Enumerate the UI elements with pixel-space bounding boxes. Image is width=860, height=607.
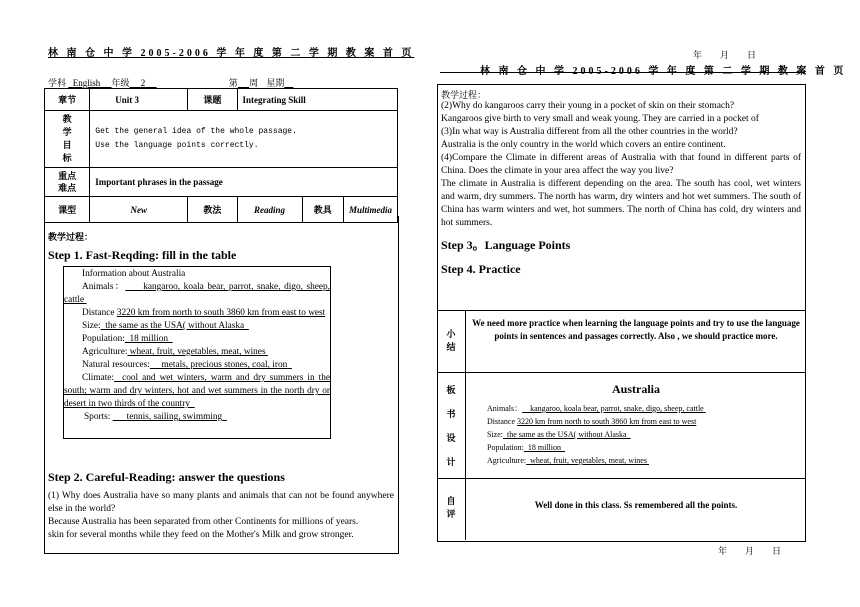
chapter-label: 章节 <box>45 89 90 111</box>
chapter-value: Unit 3 <box>90 89 188 111</box>
tools-value: Multimedia <box>343 197 397 223</box>
answer-3: Australia is the only country in the world which covers an entire continent. <box>441 140 726 150</box>
info-size: Size: the same as the USA( without Alaska <box>82 321 245 331</box>
right-title-rule <box>440 72 805 73</box>
tools-label: 教具 <box>302 197 343 223</box>
right-process-label: 教学过程： <box>441 90 487 100</box>
self-eval-label: 自评 <box>446 496 456 519</box>
board-label: 板书设计 <box>446 385 456 467</box>
info-population: Population: 18 million <box>82 334 169 344</box>
goals-value <box>90 111 398 168</box>
left-process-label: 教学过程： <box>48 232 94 242</box>
goal-1: Get the general idea of the whole passage. <box>95 127 297 136</box>
info-animals: Animals： kangaroo, koala bear, parrot, snake, digo, sheep, cattle <box>64 282 330 305</box>
goals-label: 教学目标 <box>45 111 90 168</box>
info-resources: Natural resources: metals, precious stones, coal, iron <box>82 360 288 370</box>
question-2: (2)Why do kangaroos carry their young in a pocket of skin on their stomach? <box>441 101 735 111</box>
answer-1: Because Australia has been separated from other Continents for millions of years. <box>48 517 359 527</box>
question-4: (4)Compare the Climate in different areas of Australia with that found in different parts of China. Does the climate in your area affect the way you live? <box>441 153 801 176</box>
divider-self <box>437 478 805 479</box>
key-label: 重点难点 <box>45 168 90 197</box>
right-page-title: 林 南 仓 中 学 2005-2006 学 年 度 第 二 学 期 教 案 首 页 <box>480 66 847 77</box>
info-climate: Climate: cool and wet winters, warm and dry summers in the south; warm and dry winters, hot and wet summers in the north dry or desert in two thirds of the country <box>64 373 331 409</box>
self-eval-value: Well done in this class. Ss remembered all the points. <box>534 500 738 510</box>
step4-heading: Step 4. Practice <box>441 262 521 276</box>
answer-2: Kangaroos give birth to very small and weak young. They are carried in a pocket of <box>441 114 759 124</box>
question-3: (3)In what way is Australia different from all the other countries in the world? <box>441 127 738 137</box>
step3-heading: Step 3。Language Points <box>441 238 571 252</box>
grade-label: 年级 <box>111 78 130 88</box>
board-title: Australia <box>612 382 660 396</box>
label-column-rule <box>465 310 466 540</box>
subject-value: English <box>72 78 101 88</box>
question-1: (1) Why does Australia have so many plants and animals that can not be found anywhere else in the world? <box>48 491 394 514</box>
board-content <box>487 402 797 467</box>
answer-4: The climate in Australia is different depending on the area. The south has cool, wet winters and warm, dry summers. The north has warm, dry winters and hot wet summers. The south of China has warm winters and wet, hot summers. The north of China has cold, dry winters and hot summers. <box>441 179 801 228</box>
key-value: Important phrases in the passage <box>90 168 398 197</box>
divider-summary <box>437 310 805 311</box>
info-title: Information about Australia <box>82 269 186 279</box>
footer-date: 年 月 日 <box>718 546 782 556</box>
right-date: 年 月 日 <box>693 50 757 60</box>
grade-value: 2 <box>140 78 146 88</box>
method-label: 教法 <box>188 197 237 223</box>
subject-label: 学科 <box>48 78 67 88</box>
info-box <box>63 266 331 439</box>
info-sports: Sports: tennis, sailing, swimming <box>84 412 223 422</box>
info-distance: Distance 3220 km from north to south 3860 km from east to west <box>82 308 326 318</box>
board-population: Population: 18 million <box>487 443 562 452</box>
type-label: 课型 <box>45 197 90 223</box>
week-label: 第 <box>228 78 238 88</box>
week-suffix: 周 <box>249 78 259 88</box>
board-size: Size: the same as the USA( without Alaska <box>487 430 627 439</box>
info-agriculture: Agriculture: wheat, fruit, vegetables, meat, wines <box>82 347 266 357</box>
left-page-title: 林 南 仓 中 学 2005-2006 学 年 度 第 二 学 期 教 案 首 页 <box>48 48 415 59</box>
board-animals: Animals： kangaroo, koala bear, parrot, snake, digo, sheep, cattle <box>487 404 704 413</box>
goal-2: Use the language points correctly. <box>95 141 259 150</box>
step1-heading: Step 1. Fast-Reqding: fill in the table <box>48 248 237 262</box>
weekday-label: 星期 <box>266 78 285 88</box>
method-value: Reading <box>237 197 302 223</box>
answer-1-continued: skin for several months while they feed on the Mother's Milk and grow stronger. <box>48 530 354 540</box>
lesson-value: Integrating Skill <box>237 89 397 111</box>
summary-value: We need more practice when learning the language points and try to use the language points in sentences and passages correctly. Also , we should practice more. <box>472 318 800 341</box>
lesson-label: 课题 <box>188 89 237 111</box>
lesson-info-table <box>44 88 398 223</box>
divider-board <box>437 372 805 373</box>
step2-heading: Step 2. Careful-Reading: answer the questions <box>48 470 285 484</box>
summary-label: 小结 <box>446 329 456 352</box>
type-value: New <box>90 197 188 223</box>
board-agriculture: Agriculture: wheat, fruit, vegetables, meat, wines <box>487 456 647 465</box>
right-process-text <box>441 100 801 230</box>
board-distance: Distance 3220 km from north to south 3860 km from east to west <box>487 417 697 426</box>
